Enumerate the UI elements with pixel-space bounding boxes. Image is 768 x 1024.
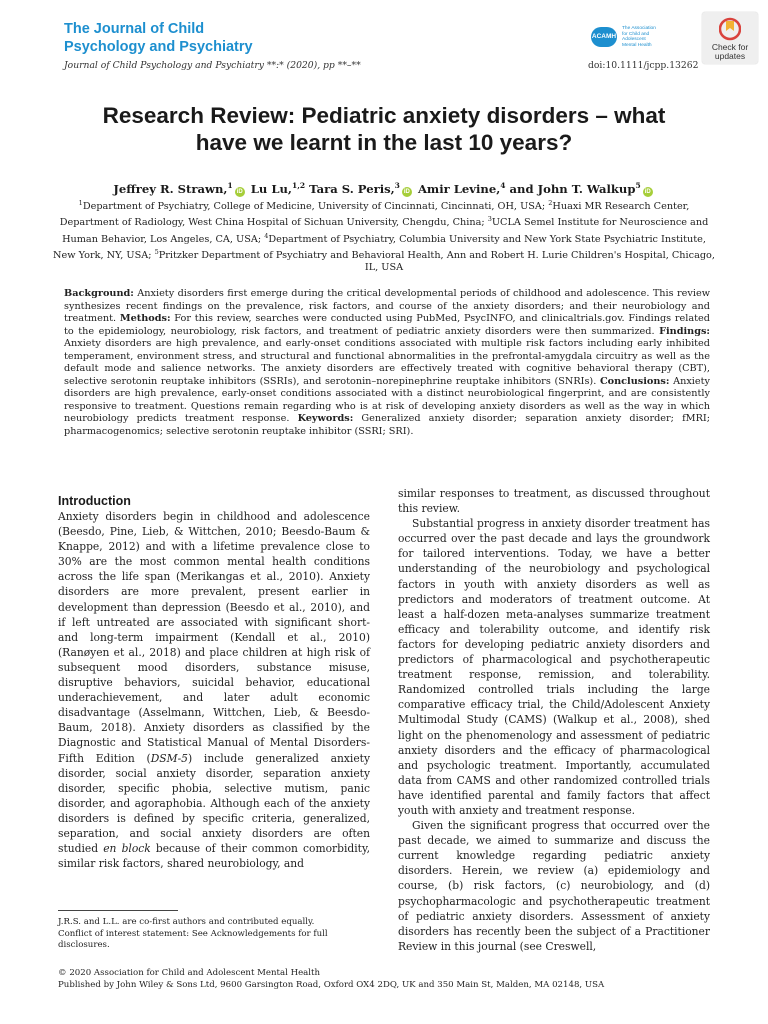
title-line2: have we learnt in the last 10 years? (195, 130, 573, 155)
footnote: J.R.S. and L.L. are co-first authors and contributed equally. (58, 917, 315, 927)
affiliation: Department of Psychiatry, College of Medicine, University of Cincinnati, Cincinnati, OH, USA; (82, 201, 549, 213)
affiliation: UCLA Semel Institute for Neuroscience and Human Behavior, Los Angeles, CA, USA; (62, 217, 709, 245)
article-title (40, 102, 728, 156)
journal-logo-line2: Psychology and Psychiatry (64, 39, 253, 55)
footnote-divider (58, 910, 178, 911)
author-affil-sup: 3 (394, 181, 400, 190)
abstract-conclusions: Anxiety disorders are high prevalence, early-onset conditions associated with a distinct neurobiological fingerprint, and are consistently responsive to treatment. Questions remain regarding who is at risk of developing anxiety disorders as well as the way in which neurobiology predicts treatment response. (64, 375, 710, 424)
title-line1: Research Review: Pediatric anxiety disorders – what (102, 103, 666, 128)
check-updates-line1: Check for (711, 42, 749, 52)
check-for-updates-button[interactable] (702, 12, 758, 64)
publisher-line: Published by John Wiley & Sons Ltd, 9600 Garsington Road, Oxford OX4 2DQ, UK and 350 Main St, Malden, MA 02148, USA (58, 980, 605, 991)
author-name[interactable]: Amir Levine, (417, 181, 501, 196)
doi-link[interactable]: doi:10.1111/jcpp.13262 (588, 60, 699, 71)
body-paragraph: Given the significant progress that occurred over the past decade, we aimed to summarize and discuss the current knowledge regarding pediatric anxiety disorders. Herein, we review (a) epidemiology and course, (b) risk factors, (c) neurobiology, and (d) psychopharmacologic and psychotherapeutic treatment of pediatric anxiety disorders. Assessment of anxiety disorders has recently been the subject of a Practitioner Review in this journal (see Creswell, (398, 819, 710, 953)
abstract-conclusions-label: Conclusions: (599, 375, 670, 387)
orcid-icon[interactable]: iD (403, 188, 410, 195)
author-name[interactable]: Lu Lu, (250, 181, 292, 196)
paragraph-text: ) include generalized anxiety disorder, social anxiety disorder, separation anxiety disorder, specific phobia, selective mutism, panic disorder, and agoraphobia. Although each of the anxiety disorders is defined by specific criteria, generalized, separation, and social anxiety disorders are often studied (58, 751, 370, 856)
author-affil-sup: 5 (635, 181, 641, 190)
author-affil-sup: 4 (500, 181, 506, 190)
body-paragraph (58, 509, 370, 871)
copyright-line: © 2020 Association for Child and Adolescent Mental Health (58, 968, 321, 978)
abstract-findings: Anxiety disorders are high prevalence, and early-onset conditions associated with multiple risk factors including early inhibited temperament, environment stress, and structural and functional abnormalities in the prefrontal-amygdala circuitry as well as the default mode and salience networks. The anxiety disorders are effectively treated with cognitive behavioral therapy (CBT), selective serotonin reuptake inhibitors (SSRIs), and serotonin–norepinephrine reuptake inhibitors (SNRIs). (64, 338, 710, 387)
abstract-keywords: Generalized anxiety disorder; separation anxiety disorder; fMRI; pharmacogenomics; selective serotonin reuptake inhibitor (SSRI; SRI). (64, 413, 710, 437)
abstract-methods: For this review, searches were conducted using PubMed, PsycINFO, and clinicaltrials.gov. Findings related to the epidemiology, neurobiology, risk factors, and treatment of pediatric anxiety disorders were then summarized. (64, 313, 710, 337)
body-left-column (58, 493, 370, 871)
affiliations (52, 197, 716, 274)
orcid-icon[interactable]: iD (236, 188, 243, 195)
affil-sup: 5 (154, 247, 159, 256)
author-list (40, 181, 728, 197)
acamh-badge: ACAMH (591, 27, 617, 47)
affiliation: Huaxi MR Research Center, Department of Radiology, West China Hospital of Sichuan University, Chengdu, China; (59, 201, 690, 229)
body-right-column (398, 486, 710, 954)
author-affil-sup: 1,2 (291, 181, 306, 190)
author-affil-sup: 1 (227, 181, 233, 190)
acamh-logo (591, 26, 662, 48)
acamh-line3: Mental Health (622, 42, 652, 48)
acamh-text (622, 26, 662, 48)
abstract-background-label: Background: (64, 288, 134, 299)
paragraph-text: Anxiety disorders begin in childhood and adolescence (Beesdo, Pine, Lieb, & Wittchen, 2010; Beesdo-Baum & Knappe, 2012) and with a lifetime prevalence close to 30% are the most common mental health conditions across the life span (Merikangas et al., 2010). Anxiety disorders are more prevalent, present earlier in development than depression (Beesdo et al., 2010), and if left untreated are associated with significant short- and long-term impairment (Kendall et al., 2010) (Ranøyen et al., 2018) and place children at high risk of subsequent mood disorders, substance misuse, disruptive behaviors, suicidal behavior, educational underachievement, and later adult economic disadvantage (Asselmann, Wittchen, Lieb, & Beesdo-Baum, 2018). Anxiety disorders as classified by the Diagnostic and Statistical Manual of Mental Disorders-Fifth Edition ( (58, 510, 370, 765)
copyright (58, 967, 738, 991)
affil-sup: 1 (78, 199, 83, 207)
body-paragraph: Substantial progress in anxiety disorder treatment has occurred over the past decade and lays the groundwork for tailored interventions. Today, we have a better understanding of the neurobiology and psychological factors in youth with anxiety disorders as well as predictors and moderators of treatment outcome. At least a half-dozen meta-analyses summarize treatment efficacy and tolerability outcome, and identify risk factors for developing pediatric anxiety disorders and predictors of pharmacological and psychotherapeutic treatment response, remission, and tolerability. Randomized controlled trials including the large comparative efficacy trial, the Child/Adolescent Anxiety Multimodal Study (CAMS) (Walkup et al., 2008), shed light on the phenomenology and assessment of pediatric anxiety disorders and the efficacy of pharmacological and psychologic treatment. Importantly, accumulated data from CAMS and other randomized controlled trials have identified parental and family factors that affect youth with anxiety and treatment response. (398, 517, 710, 817)
affiliation: Pritzker Department of Psychiatry and Behavioral Health, Ann and Robert H. Lurie Children's Hospital, Chicago, IL, USA (158, 250, 715, 274)
abstract-keywords-label: Keywords: (297, 413, 354, 424)
affiliation: Department of Psychiatry, Columbia University and New York State Psychiatric Institute, New York, NY, USA; (53, 233, 706, 262)
journal-citation: Journal of Child Psychology and Psychiatry **:* (2020), pp **–** (64, 60, 361, 71)
author-name[interactable]: and John T. Walkup (509, 181, 636, 196)
affil-sup: 3 (487, 215, 492, 224)
check-for-updates-icon (719, 17, 741, 41)
body-paragraph: similar responses to treatment, as discussed throughout this review. (398, 487, 710, 516)
abstract-findings-label: Findings: (659, 325, 710, 337)
author-name[interactable]: Jeffrey R. Strawn, (113, 181, 228, 196)
orcid-icon[interactable]: iD (644, 188, 651, 195)
abstract-background: Anxiety disorders first emerge during the critical developmental periods of childhood and adolescence. This review synthesizes recent findings on the prevalence, risk factors, and course of the anxiety disorders; and their neurobiology and treatment. (64, 288, 710, 324)
footnote: Conflict of interest statement: See Acknowledgements for full disclosures. (58, 928, 328, 951)
paragraph-text: because of their common comorbidity, similar risk factors, shared neurobiology, and (58, 842, 370, 871)
author-name[interactable]: Tara S. Peris, (309, 181, 395, 196)
check-updates-line2: updates (714, 51, 746, 61)
affil-sup: 4 (264, 231, 269, 240)
footnotes (58, 917, 370, 952)
acamh-line1: The Association (622, 26, 656, 31)
acamh-line2: for Child and Adolescent (622, 31, 650, 43)
abstract-methods-label: Methods: (119, 313, 171, 324)
dsm-term: DSM-5 (150, 751, 188, 765)
introduction-heading: Introduction (58, 494, 131, 508)
journal-logo[interactable] (64, 20, 264, 56)
en-block-term: en block (103, 842, 151, 856)
journal-logo-line1: The Journal of Child (64, 21, 205, 37)
affil-sup: 2 (548, 199, 553, 207)
abstract (64, 288, 710, 438)
